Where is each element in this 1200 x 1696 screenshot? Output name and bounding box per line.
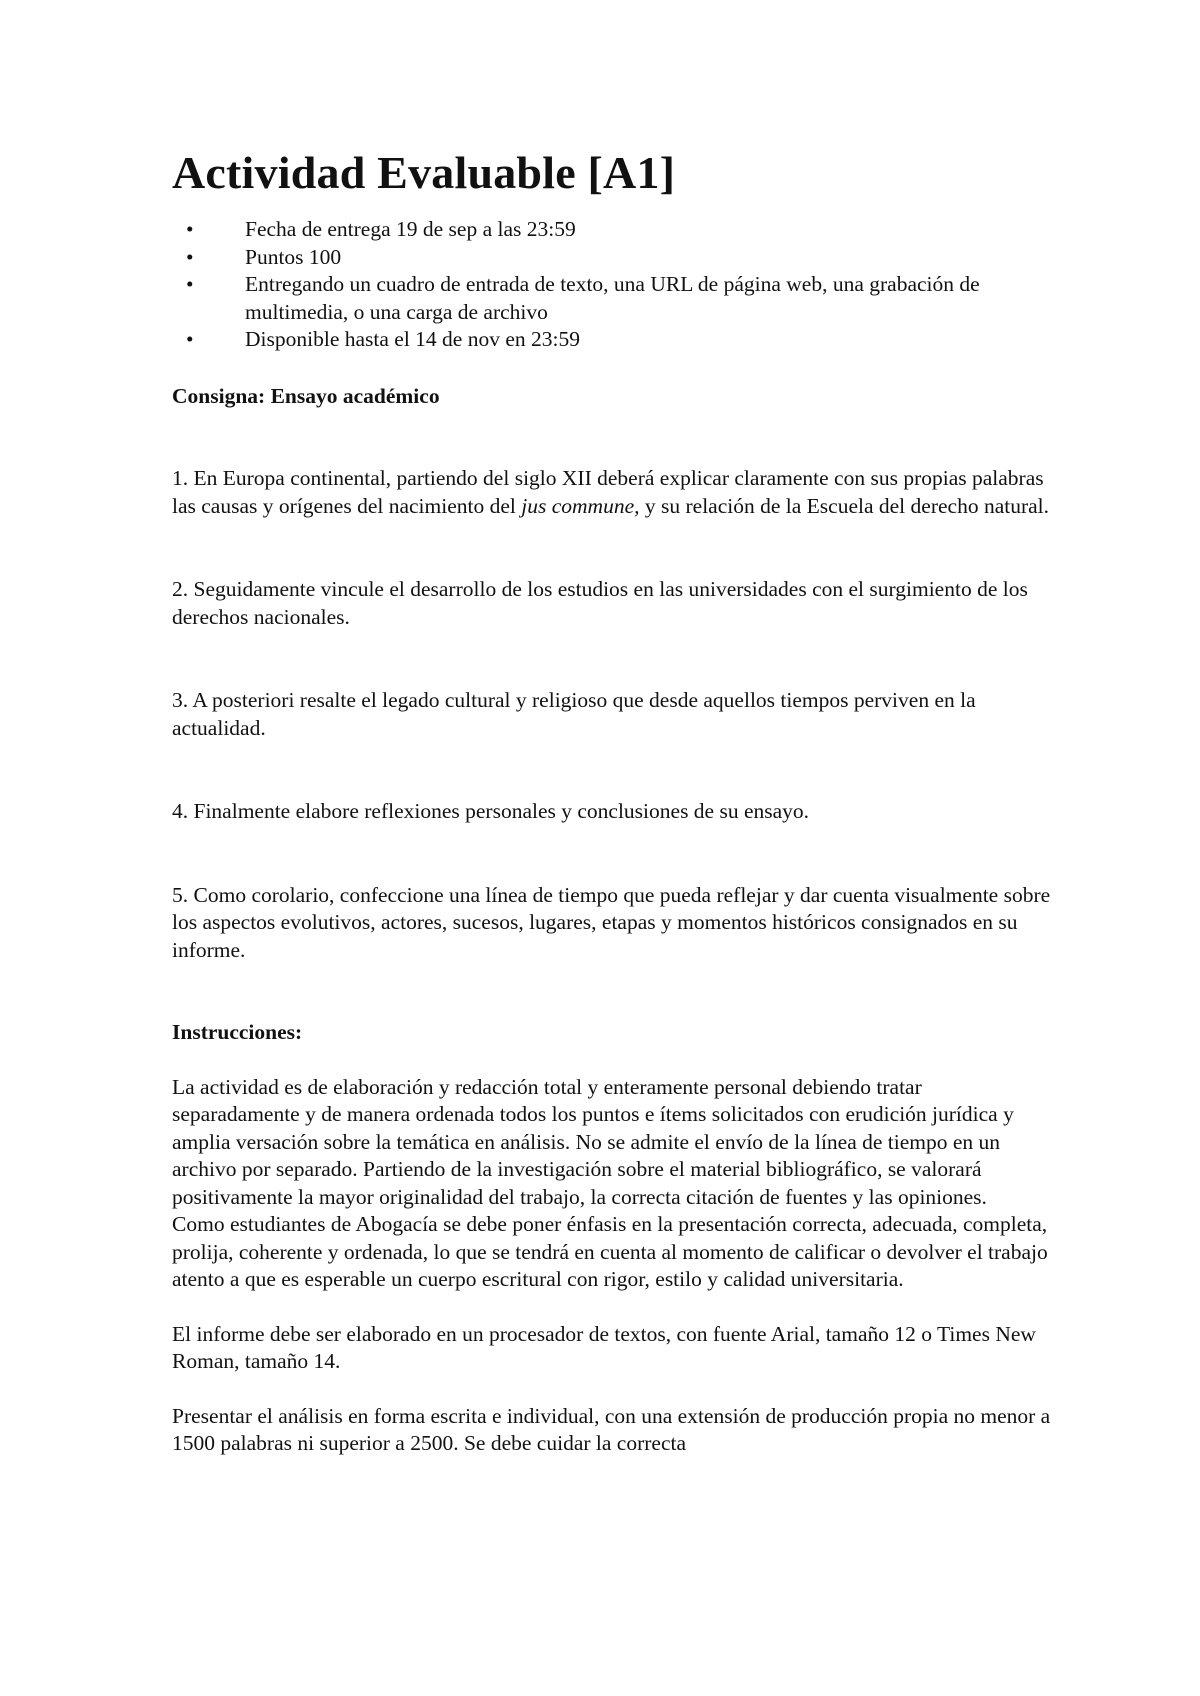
consigna-item-1-text-end: y su relación de la Escuela del derecho natural. — [639, 493, 1050, 518]
assignment-meta-list — [172, 216, 1052, 354]
instrucciones-heading: Instrucciones: — [172, 1020, 303, 1044]
meta-submission-types: • Entregando un cuadro de entrada de texto, una URL de página web, una grabación de multimedia, o una carga de archivo — [172, 271, 1052, 326]
consigna-heading: Consigna: Ensayo académico — [172, 383, 440, 408]
meta-available-until: • Disponible hasta el 14 de nov en 23:59 — [172, 326, 1052, 354]
consigna-item-1 — [172, 465, 1052, 520]
consigna-item-4: 4. Finalmente elabore reflexiones personales y conclusiones de su ensayo. — [172, 799, 810, 823]
page-title: Actividad Evaluable [A1] — [172, 147, 676, 198]
meta-due-date: • Fecha de entrega 19 de sep a las 23:59 — [172, 216, 1052, 244]
meta-points: • Puntos 100 — [172, 244, 1052, 272]
consigna-item-3: 3. A posteriori resalte el legado cultural y religioso que desde aquellos tiempos perviven en la actualidad. — [172, 688, 976, 740]
instrucciones-paragraph-2: El informe debe ser elaborado en un procesador de textos, con fuente Arial, tamaño 12 o Times New Roman, tamaño 14. — [172, 1321, 1036, 1373]
consigna-item-1-emphasis: jus commune, — [521, 493, 640, 518]
consigna-item-5: 5. Como corolario, confeccione una línea de tiempo que pueda reflejar y dar cuenta visualmente sobre los aspectos evolutivos, actores, sucesos, lugares, etapas y momentos históricos consignados en su informe. — [172, 882, 1051, 962]
consigna-item-1-text: 1. En Europa continental, partiendo del siglo XII deberá explicar claramente con sus propias palabras las causas y orígenes del nacimiento del — [172, 466, 1044, 518]
consigna-item-2: 2. Seguidamente vincule el desarrollo de los estudios en las universidades con el surgimiento de los derechos nacionales. — [172, 577, 1028, 629]
instrucciones-paragraph-1: La actividad es de elaboración y redacción total y enteramente personal debiendo tratar separadamente y de manera ordenada todos los puntos e ítems solicitados con erudición jurídica y amplia versación sobre la temática en análisis. No se admite el envío de la línea de tiempo en un archivo por separado. Partiendo de la investigación sobre el material bibliográfico, se valorará positivamente la mayor originalidad del trabajo, la correcta citación de fuentes y las opiniones. Como estudiantes de Abogacía se debe poner énfasis en la presentación correcta, adecuada, completa, prolija, coherente y ordenada, lo que se tendrá en cuenta al momento de calificar o devolver el trabajo atento a que es esperable un cuerpo escritural con rigor, estilo y calidad universitaria. — [172, 1074, 1054, 1291]
instrucciones-paragraph-3: Presentar el análisis en forma escrita e individual, con una extensión de producción propia no menor a 1500 palabras ni superior a 2500. Se debe cuidar la correcta — [172, 1403, 1051, 1455]
document-page — [172, 146, 1052, 1458]
